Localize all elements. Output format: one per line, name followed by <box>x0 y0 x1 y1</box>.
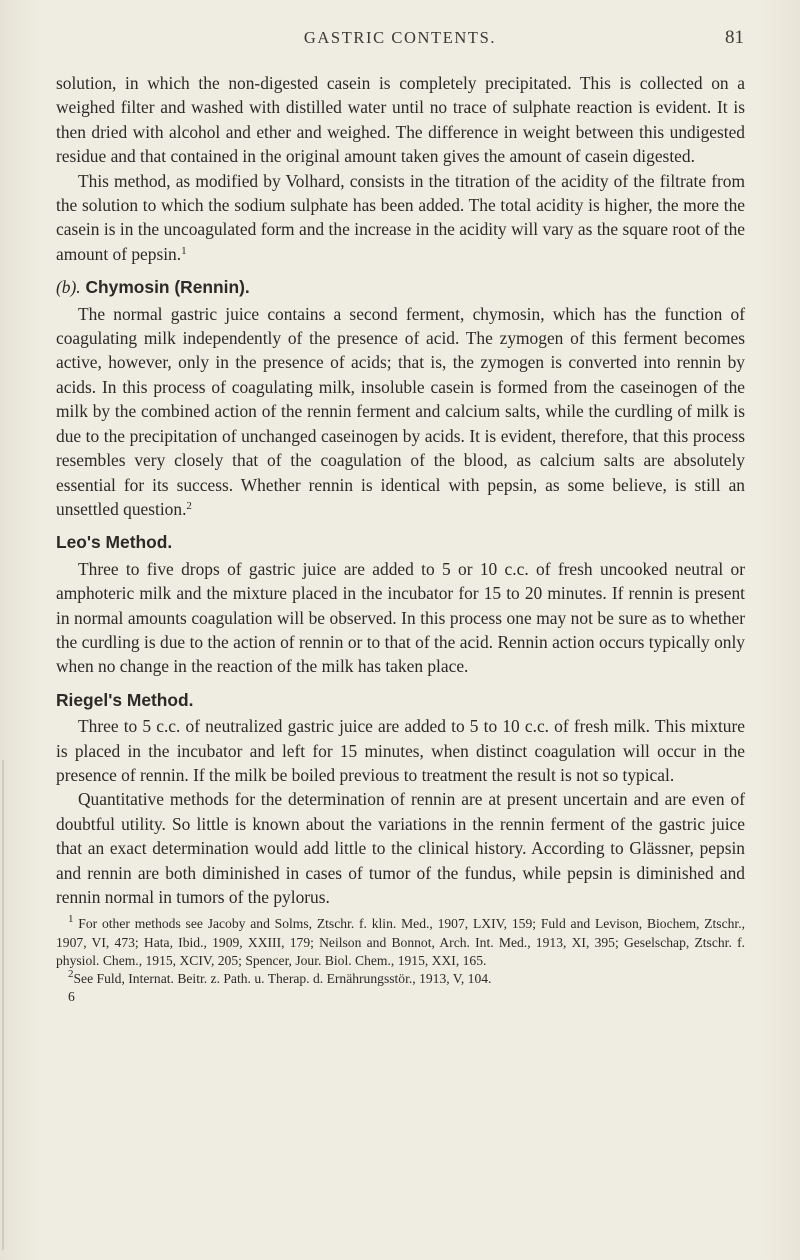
running-head: GASTRIC CONTENTS. <box>303 28 497 47</box>
section-heading-chymosin <box>56 275 745 299</box>
section-heading-riegel: Riegel's Method. <box>56 689 194 710</box>
page-number: 81 <box>725 27 744 48</box>
paragraph-text: This method, as modified by Volhard, consists in the titration of the acidity of the filtrate from the solution to which the sodium sulphate has been added. The total acidity is higher, the more the casein is in the uncoagulated form and the increase in the acidity will vary as the square root of the amount of pepsin. <box>56 170 745 264</box>
footnote-text: See Fuld, Internat. Beitr. z. Path. u. Therap. d. Ernährungsstör., 1913, V, 104. <box>73 971 492 987</box>
page-header <box>56 28 744 52</box>
footnote-marker: 2 <box>68 968 74 981</box>
body-text <box>56 71 745 1006</box>
paragraph-quantitative: Quantitative methods for the determination of rennin are at present uncertain and are even of doubtful utility. So little is known about the variations in the rennin ferment of the gastric juice that an exact determination would add little to the clinical history. According to Glässner, pepsin and rennin are both diminished in cases of tumor of the fundus, while pepsin is diminished and rennin normal in tumors of the pylorus. <box>56 789 745 907</box>
paragraph-riegel-method: Three to 5 c.c. of neutralized gastric juice are added to 5 to 10 c.c. of fresh milk. This mixture is placed in the incubator and left for 15 minutes, when distinct coagulation will occur in the presence of rennin. If the milk be boiled previous to treatment the result is not so typical. <box>56 716 745 785</box>
paragraph-casein-residue <box>56 71 745 169</box>
footnote-text: For other methods see Jacoby and Solms, Ztschr. f. klin. Med., 1907, LXIV, 159; Fuld and Levison, Biochem, Ztschr., 1907, VI, 473; Hata, Ibid., 1909, XXIII, 179; Neilson and Bonnot, Arch. Int. Med., 1913, XI, 395; Geselschap, Ztschr. f. physiol. Chem., 1915, XCIV, 205; Spencer, Jour. Biol. Chem., 1915, XXI, 165. <box>56 916 745 968</box>
paragraph-chymosin <box>56 302 745 522</box>
footnote-marker: 1 <box>68 913 74 926</box>
footnote-2 <box>56 970 745 988</box>
printer-signature: 6 <box>68 989 75 1005</box>
paragraph-text: solution, in which the non-digested casein is completely precipitated. This is collected on a weighed filter and washed with distilled water until no trace of sulphate reaction is evident. It is then dried with alcohol and ether and weighed. The difference in weight between this undigested residue and that contained in the original amount taken gives the amount of casein digested. <box>56 73 745 167</box>
footnote-ref[interactable]: 2 <box>186 499 192 512</box>
footnote-ref[interactable]: 1 <box>181 244 187 257</box>
section-title: Chymosin (Rennin). <box>85 277 250 298</box>
paragraph-text: The normal gastric juice contains a second ferment, chymosin, which has the function of coagulating milk independently of the presence of acid. The zymogen of this ferment becomes active, however, only in the presence of acids; that is, the zymogen is converted into rennin by acids. In this process of coagulating milk, insoluble casein is formed from the caseinogen of the milk by the combined action of the rennin ferment and calcium salts, while the curdling of milk is due to the precipitation of unchanged caseinogen by acids. It is evident, therefore, that this process resembles very closely that of the coagulation of the blood, as calcium salts are absolutely essential for its success. Whether rennin is identical with pepsin, as some believe, is still an unsettled question. <box>56 303 745 519</box>
paragraph-leo-method: Three to five drops of gastric juice are added to 5 or 10 c.c. of fresh uncooked neutral or amphoteric milk and the mixture placed in the incubator for 15 to 20 minutes. If rennin is present in normal amounts coagulation will be observed. In this process one may not be sure as to whether the curdling is due to the action of rennin or to that of the acid. Rennin action occurs typically only when no change in the reaction of the milk has taken place. <box>56 558 745 677</box>
footnotes <box>56 915 745 1006</box>
footnote-1 <box>56 915 745 970</box>
paragraph-volhard <box>56 169 745 267</box>
page-edge-shadow <box>2 760 4 1250</box>
section-label: (b). <box>56 277 81 298</box>
section-heading-leo: Leo's Method. <box>56 532 173 553</box>
